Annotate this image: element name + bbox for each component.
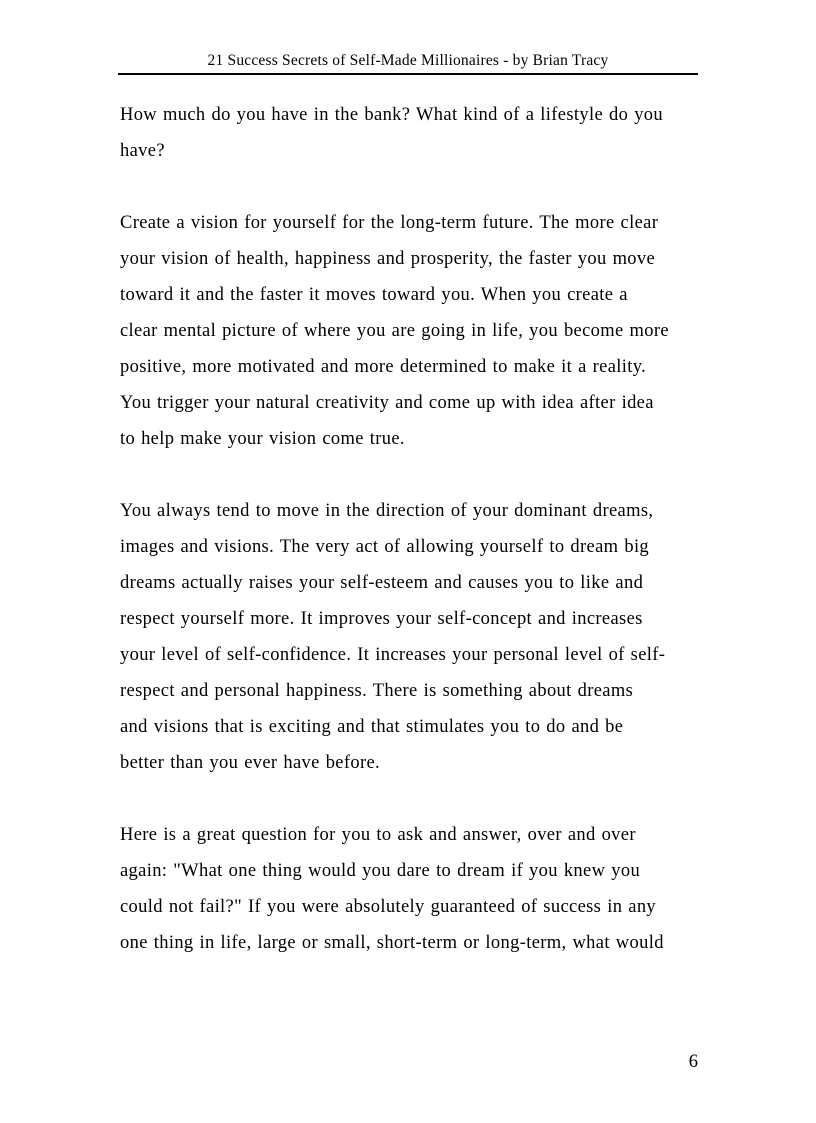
text-line: Here is a great question for you to ask and answer, over and over <box>120 825 636 845</box>
paragraph-3 <box>120 493 700 781</box>
text-line: your level of self-confidence. It increases your personal level of self- <box>120 645 666 665</box>
text-line: positive, more motivated and more determined to make it a reality. <box>120 357 647 377</box>
paragraph-2 <box>120 205 700 457</box>
text-line: have? <box>120 141 165 161</box>
text-line: You always tend to move in the direction of your dominant dreams, <box>120 501 654 521</box>
text-line: one thing in life, large or small, short-term or long-term, what would <box>120 933 664 953</box>
text-line: your vision of health, happiness and prosperity, the faster you move <box>120 249 656 269</box>
text-line: again: "What one thing would you dare to dream if you knew you <box>120 861 641 881</box>
text-line: How much do you have in the bank? What kind of a lifestyle do you <box>120 105 663 125</box>
text-line: clear mental picture of where you are going in life, you become more <box>120 321 669 341</box>
paragraph-1 <box>120 97 700 169</box>
running-header: 21 Success Secrets of Self-Made Millionaires - by Brian Tracy <box>207 52 609 69</box>
header-rule <box>118 73 698 75</box>
text-line: respect and personal happiness. There is something about dreams <box>120 681 634 701</box>
paragraph-4 <box>120 817 700 961</box>
body-text <box>120 97 700 997</box>
text-line: You trigger your natural creativity and come up with idea after idea <box>120 393 654 413</box>
text-line: to help make your vision come true. <box>120 429 405 449</box>
text-line: images and visions. The very act of allowing yourself to dream big <box>120 537 650 557</box>
text-line: toward it and the faster it moves toward you. When you create a <box>120 285 628 305</box>
text-line: could not fail?" If you were absolutely guaranteed of success in any <box>120 897 657 917</box>
text-line: better than you ever have before. <box>120 753 381 773</box>
text-line: and visions that is exciting and that stimulates you to do and be <box>120 717 624 737</box>
page-number: 6 <box>688 1052 698 1072</box>
text-line: respect yourself more. It improves your self-concept and increases <box>120 609 643 629</box>
text-line: dreams actually raises your self-esteem and causes you to like and <box>120 573 644 593</box>
text-line: Create a vision for yourself for the long-term future. The more clear <box>120 213 659 233</box>
